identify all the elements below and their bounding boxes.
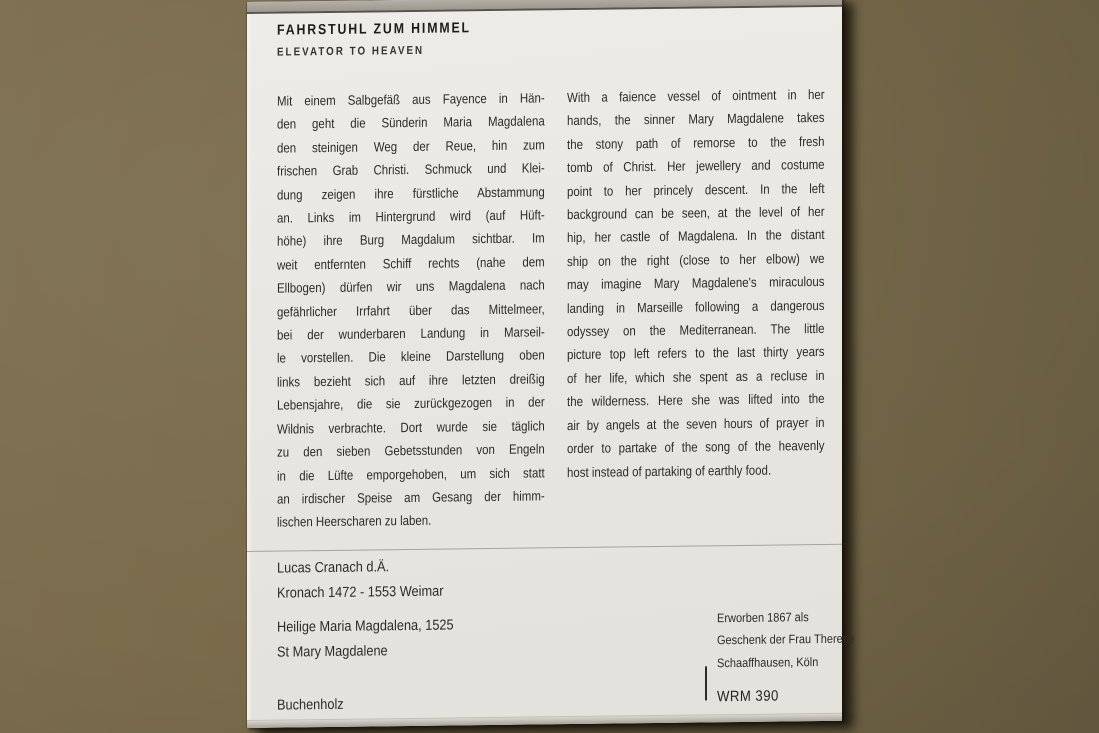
- text-line: of her life, which she spent as a recluse in: [567, 367, 825, 386]
- text-line: Schaaffhausen, Köln: [717, 654, 819, 671]
- work-title-german: Heilige Maria Magdalena, 1525: [277, 617, 454, 636]
- text-line: the wilderness. Here she was lifted into the: [567, 391, 825, 410]
- text-line: Geschenk der Frau Therese: [717, 631, 855, 648]
- text-line: the stony path of remorse to the fresh: [567, 133, 825, 152]
- text-line: zu den sieben Gebetsstunden von Engeln: [277, 441, 545, 460]
- text-line: höhe) ihre Burg Magdalum sichtbar. Im: [277, 230, 545, 250]
- inventory-divider-bar: [705, 666, 707, 700]
- text-line: an irdischer Speise am Gesang der himm-: [277, 488, 545, 507]
- text-line: den steinigen Weg der Reue, hin zum: [277, 137, 545, 156]
- text-line: frischen Grab Christi. Schmuck und Klei-: [277, 160, 545, 179]
- text-line: Mit einem Salbgefäß aus Fayence in Hän-: [277, 90, 545, 109]
- text-line: picture top left refers to the last thirty years: [567, 344, 825, 363]
- text-line: hands, the sinner Mary Magdalene takes: [567, 110, 825, 129]
- text-line: ship on the right (close to her elbow) we: [567, 250, 825, 269]
- provenance-text: [717, 606, 854, 675]
- text-line: le vorstellen. Die kleine Darstellung oben: [277, 347, 545, 367]
- inventory-number: WRM 390: [717, 687, 779, 706]
- text-line: an. Links im Hintergrund wird (auf Hüft-: [277, 207, 545, 226]
- text-line: background can be seen, at the level of her: [567, 203, 825, 223]
- text-line: Erworben 1867 als: [717, 610, 809, 626]
- label-holder-top-edge: [247, 0, 842, 14]
- text-line: Lebensjahre, die sie zurückgezogen in der: [277, 394, 545, 413]
- text-line: landing in Marseille following a dangerous: [567, 297, 825, 316]
- text-line: air by angels at the seven hours of prayer in: [567, 414, 825, 433]
- body-text-english: [567, 83, 825, 484]
- text-line: den geht die Sünderin Maria Magdalena: [277, 113, 545, 133]
- museum-label-card: [247, 0, 855, 728]
- text-line: links bezieht sich auf ihre letzten dreißig: [277, 371, 545, 390]
- divider-line: [247, 544, 842, 552]
- artist-name: Lucas Cranach d.Ä.: [277, 559, 390, 577]
- label-holder-bottom-edge: [247, 713, 842, 728]
- text-line: With a faience vessel of ointment in her: [567, 86, 825, 106]
- label-header: [277, 20, 471, 58]
- text-line: lischen Heerscharen zu laben.: [277, 513, 432, 530]
- text-line: tomb of Christ. Her jewellery and costume: [567, 157, 825, 176]
- text-line: Wildnis verbrachte. Dort wurde sie täglich: [277, 418, 545, 437]
- text-line: Ellbogen) dürfen wir uns Magdalena nach: [277, 277, 545, 296]
- text-line: bei der wunderbaren Landung in Marseil-: [277, 324, 545, 343]
- label-title-german: FAHRSTUHL ZUM HIMMEL: [277, 20, 471, 39]
- text-line: hip, her castle of Magdalena. In the distant: [567, 227, 825, 246]
- text-line: odyssey on the Mediterranean. The little: [567, 321, 825, 340]
- text-line: host instead of partaking of earthly food.: [567, 462, 772, 480]
- material: Buchenholz: [277, 696, 344, 714]
- text-line: dung zeigen ihre fürstliche Abstammung: [277, 183, 545, 203]
- text-line: in die Lüfte emporgehoben, um sich statt: [277, 464, 545, 484]
- text-line: order to partake of the song of the heavenly: [567, 438, 825, 457]
- text-line: weit entfernten Schiff rechts (nahe dem: [277, 254, 545, 273]
- text-line: may imagine Mary Magdalene's miraculous: [567, 274, 825, 293]
- text-line: gefährlicher Irrfahrt über das Mittelmeer,: [277, 301, 545, 320]
- body-text-german: [277, 86, 545, 534]
- work-title-english: St Mary Magdalene: [277, 643, 388, 661]
- text-line: point to her princely descent. In the left: [567, 180, 825, 199]
- label-title-english: ELEVATOR TO HEAVEN: [277, 44, 425, 59]
- artist-dates: Kronach 1472 - 1553 Weimar: [277, 583, 444, 602]
